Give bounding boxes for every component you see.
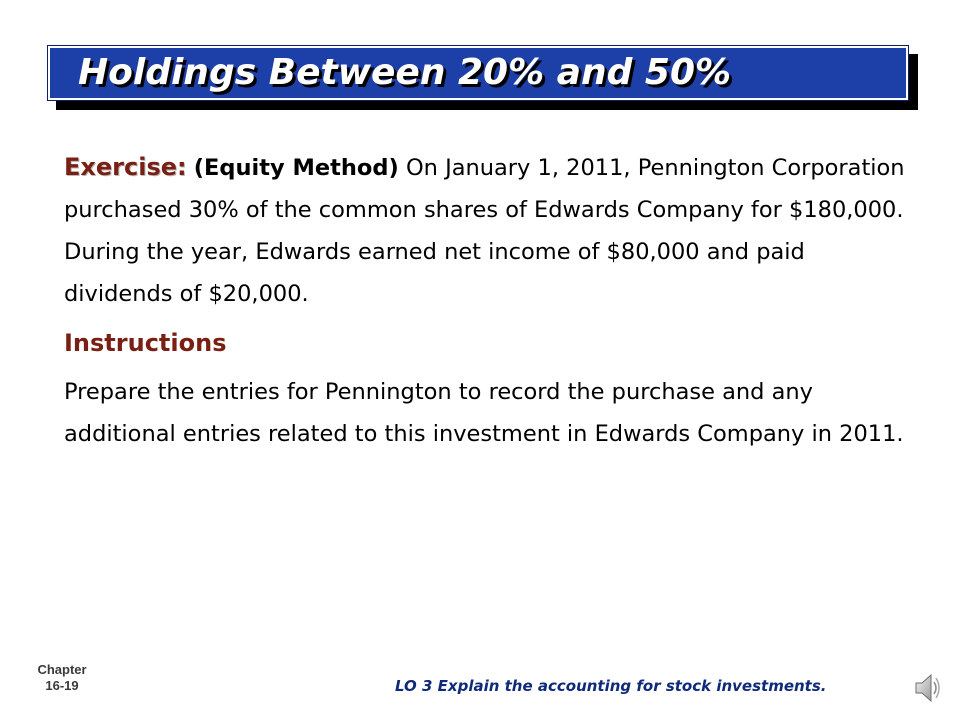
instructions-heading: Instructions [64, 329, 227, 357]
exercise-text: On January 1, 2011, Pennington Corporation purchased 30% of the common shares of Edwards Company for $180,000. During the year, Edwards earned net income of $80,000 and paid dividends of $20,000. [64, 155, 905, 307]
slide-content [64, 146, 914, 455]
exercise-paragraph [64, 146, 914, 315]
learning-objective: LO 3 Explain the accounting for stock investments. [395, 677, 827, 695]
chapter-number: 16-19 [45, 678, 79, 693]
exercise-label: Exercise: [64, 153, 187, 181]
chapter-label-block [24, 662, 100, 694]
speaker-icon[interactable] [912, 668, 942, 708]
instructions-text: Prepare the entries for Pennington to record the purchase and any additional entries related to this investment in Edwards Company in 2011. [64, 379, 904, 447]
title-bar [48, 46, 908, 100]
exercise-method: (Equity Method) [193, 155, 399, 181]
slide-title: Holdings Between 20% and 50% [78, 52, 732, 93]
chapter-label: Chapter [37, 662, 87, 677]
